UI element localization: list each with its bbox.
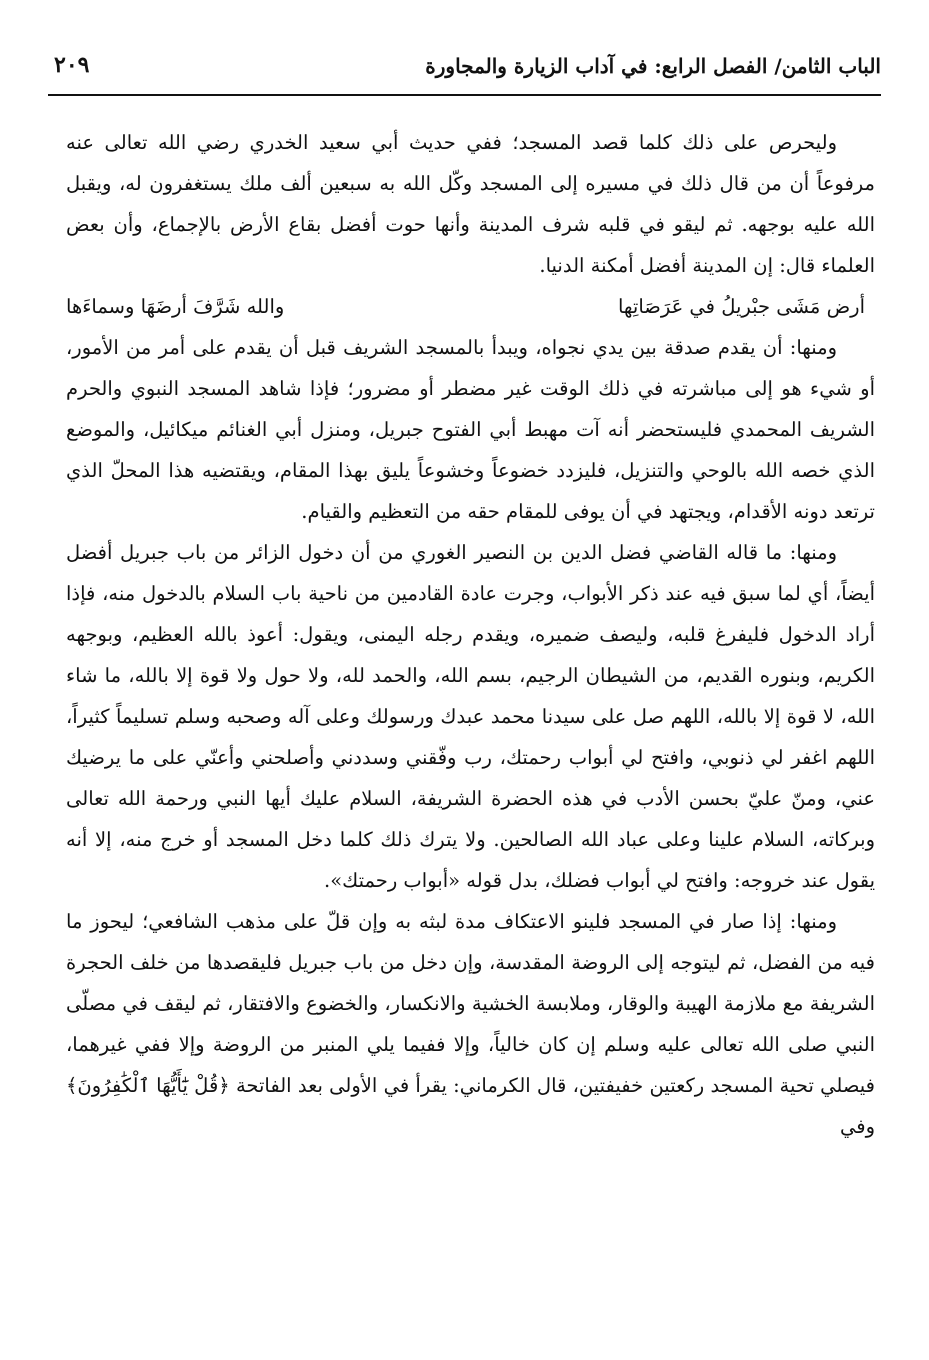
paragraph: وليحرص على ذلك كلما قصد المسجد؛ ففي حديث أبي سعيد الخدري رضي الله تعالى عنه مرفوعاً أن من قال ذلك في مسيره إلى المسجد وكّل الله به سبعين ألف ملك يستغفرون له، ويقبل الله عليه بوجهه. ثم ليقو في قلبه شرف المدينة وأنها حوت أفضل بقاع الأرض بالإجماع، وأن بعض العلماء قال: إن المدينة أفضل أمكنة الدنيا. bbox=[66, 131, 875, 277]
page-number: ٢٠٩ bbox=[54, 52, 90, 78]
poetry-verse bbox=[66, 286, 875, 327]
verse-first-hemistich: أرض مَشَى جبْريلُ في عَرَصَاتِها bbox=[617, 295, 865, 318]
paragraph: ومنها: ما قاله القاضي فضل الدين بن النصير الغوري من أن دخول الزائر من باب جبريل أفضل أيضاً، أي لما سبق فيه عند ذكر الأبواب، وجرت عادة القادمين من ناحية باب السلام بالدخول منه، فإذا أراد الدخول فليفرغ قلبه، وليصف ضميره، ويقدم رجله اليمنى، ويقول: أعوذ بالله العظيم، وبوجهه الكريم، وبنوره القديم، من الشيطان الرجيم، بسم الله، والحمد لله، ولا حول ولا قوة إلا بالله، ما شاء الله، لا قوة إلا بالله، اللهم صل على سيدنا محمد عبدك ورسولك وعلى آله وصحبه وسلم تسليماً كثيراً، اللهم اغفر لي ذنوبي، وافتح لي أبواب رحمتك، رب وفّقني وسددني وأصلحني وأعنّي على ما يرضيك عني، ومنّ عليّ بحسن الأدب في هذه الحضرة الشريفة، السلام عليك أيها النبي ورحمة الله تعالى وبركاته، السلام علينا وعلى عباد الله الصالحين. ولا يترك ذلك كلما دخل المسجد أو خرج منه، إلا أنه يقول عند خروجه: وافتح لي أبواب فضلك، بدل قوله «أبواب رحمتك». bbox=[66, 541, 875, 892]
running-header bbox=[48, 50, 881, 96]
verse-second-hemistich: والله شَرَّفَ أرضَهَا وسماءَها bbox=[66, 295, 285, 318]
paragraph: ومنها: إذا صار في المسجد فلينو الاعتكاف مدة لبثه به وإن قلّ على مذهب الشافعي؛ ليحوز ما فيه من الفضل، ثم ليتوجه إلى الروضة المقدسة، وإن دخل من باب جبريل فليقصدها من خلف الحجرة الشريفة مع ملازمة الهيبة والوقار، وملابسة الخشية والانكسار، والخضوع والافتقار، ثم ليقف في مصلّى النبي صلى الله تعالى عليه وسلم إن كان خالياً، وإلا ففيما يلي المنبر من الروضة وإلا ففي غيرهما، فيصلي تحية المسجد ركعتين خفيفتين، قال الكرماني: يقرأ في الأولى بعد الفاتحة ﴿قُلْ يَٰٓأَيُّهَا ٱلْكَٰفِرُونَ﴾ وفي bbox=[66, 910, 875, 1138]
chapter-title: الباب الثامن/ الفصل الرابع: في آداب الزيارة والمجاورة bbox=[425, 54, 881, 78]
body-text bbox=[66, 122, 875, 1147]
paragraph: ومنها: أن يقدم صدقة بين يدي نجواه، ويبدأ بالمسجد الشريف قبل أن يقدم على أمر من الأمور، أو شيء هو إلى مباشرته في ذلك الوقت غير مضطر أو مضرور؛ فإذا شاهد المسجد النبوي والحرم الشريف المحمدي فليستحضر أنه آت مهبط أبي الفتوح جبريل، ومنزل أبي الغنائم ميكائيل، والموضع الذي خصه الله بالوحي والتنزيل، فليزدد خضوعاً وخشوعاً يليق بهذا المقام، ويقتضيه هذا المحلّ الذي ترتعد دونه الأقدام، ويجتهد في أن يوفى للمقام حقه من التعظيم والقيام. bbox=[66, 336, 875, 523]
